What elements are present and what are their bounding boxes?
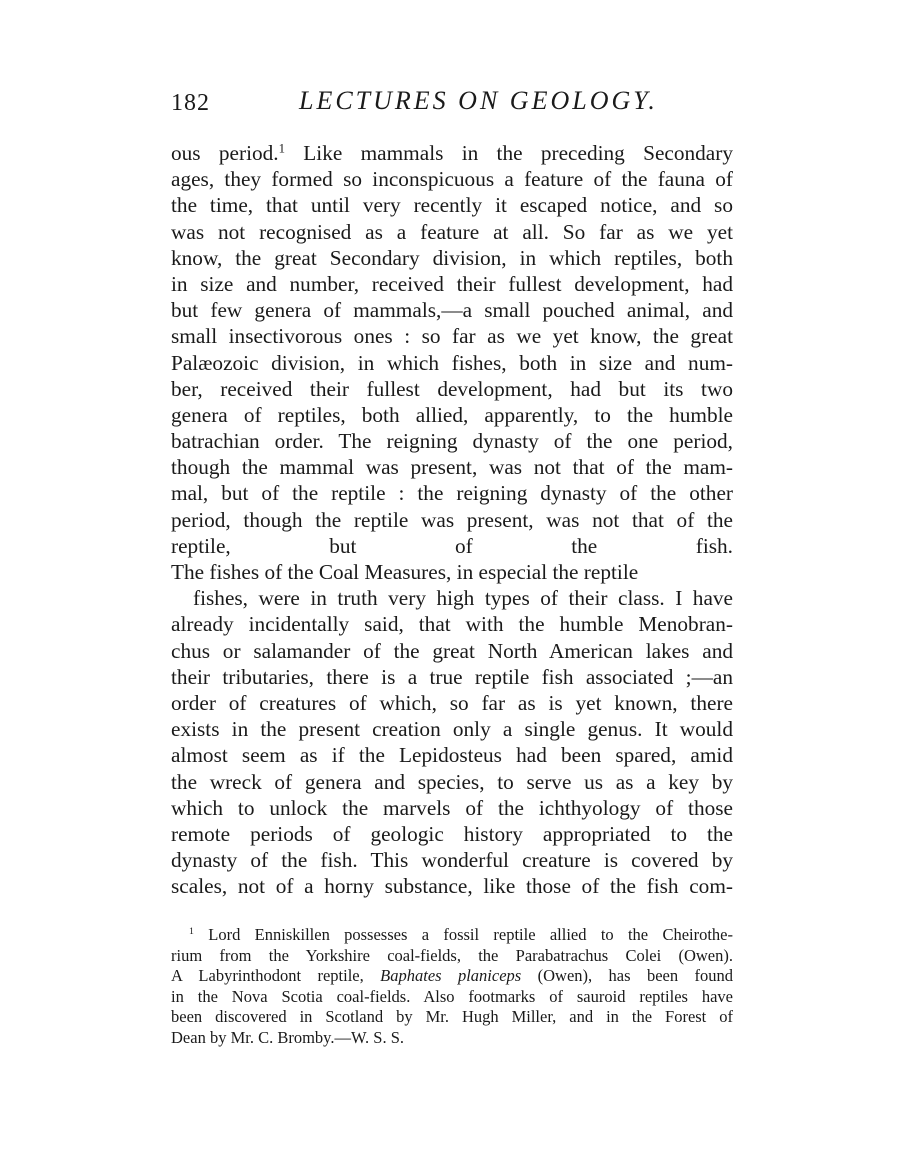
text-line: period, though the reptile was present, was not that of the [171,507,733,532]
text-line: reptile, but of the fish. [171,533,733,558]
text-line: genera of reptiles, both allied, apparently, to the humble [171,402,733,427]
text-line: small insectivorous ones : so far as we yet know, the great [171,324,733,349]
text-line: was not recognised as a feature at all. So far as we yet [171,219,733,244]
footnote-line: A Labyrinthodont reptile, Baphates planiceps (Owen), has been found [171,966,733,985]
page-header [171,86,731,126]
body-text [171,140,733,926]
text-line: order of creatures of which, so far as is yet known, there [171,690,733,715]
text-line: the wreck of genera and species, to serve us as a key by [171,769,733,794]
text-line: ous period.$^1$ Like mammals in the preceding Secondary [171,141,733,165]
text-line: scales, not of a horny substance, like those of the fish com- [171,874,733,899]
text-line: but few genera of mammals,—a small pouched animal, and [171,298,733,323]
text-line: Palæozoic division, in which fishes, both in size and num- [171,350,733,375]
text-line: mal, but of the reptile : the reigning dynasty of the other [171,481,733,506]
footnote-marker: 1 [278,141,285,156]
footnote-number: 1 [189,926,194,938]
text-line: already incidentally said, that with the humble Menobran- [171,612,733,637]
footnote-line: $^1$ Lord Enniskillen possesses a fossil reptile allied to the Cheirothe- [189,925,734,944]
footnote [171,925,733,1048]
text-line: the time, that until very recently it escaped notice, and so [171,193,733,218]
footnote-line: Dean by Mr. C. Bromby.—W. S. S. [171,1027,404,1047]
text-line [171,899,733,925]
text-line: exists in the present creation only a single genus. It would [171,717,733,742]
page-number: 182 [171,90,210,116]
text-line: dynasty of the fish. This wonderful creature is covered by [171,848,733,873]
text-line: which to unlock the marvels of the ichthyology of those [171,795,733,820]
text-line: batrachian order. The reigning dynasty of the one period, [171,429,733,454]
species-name: Baphates planiceps [380,966,522,985]
text-line: though the mammal was present, was not that of the mam- [171,455,733,480]
running-title: LECTURES ON GEOLOGY. [299,86,658,115]
text-line: know, the great Secondary division, in which reptiles, both [171,245,733,270]
footnote-line: rium from the Yorkshire coal-fields, the Parabatrachus Colei (Owen). [171,945,733,965]
text-line: remote periods of geologic history appropriated to the [171,821,733,846]
text-line: fishes, were in truth very high types of their class. I have [193,586,733,611]
text-line: in size and number, received their fullest development, had [171,271,733,296]
footnote-line: been discovered in Scotland by Mr. Hugh Miller, and in the Forest of [171,1007,733,1026]
text-line: chus or salamander of the great North American lakes and [171,638,733,663]
text-line: The fishes of the Coal Measures, in especial the reptile [171,560,639,584]
footnote-line: in the Nova Scotia coal-fields. Also footmarks of sauroid reptiles have [171,986,733,1006]
text-line: ber, received their fullest development, had but its two [171,376,733,401]
text-line: almost seem as if the Lepidosteus had been spared, amid [171,743,733,768]
text-line: ages, they formed so inconspicuous a feature of the fauna of [171,167,733,192]
text-line: their tributaries, there is a true reptile fish associated ;—an [171,664,733,689]
